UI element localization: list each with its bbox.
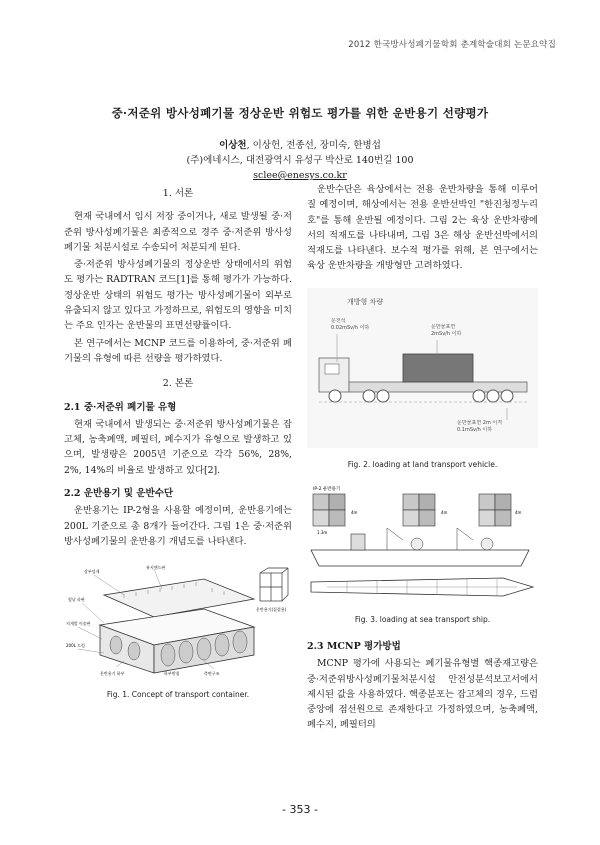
author-names	[0, 138, 600, 153]
mcnp-method-paragraph: MCNP 평가에 사용되는 폐기물유형별 핵종재고량은 중·저준위방사성폐기물처분시설 안전성분석보고서에서 제시된 값을 사용하였다. 핵종분포는 잡고체의 경우, 드럼 중앙에 점선원으로 존재한다고 가정하였으며, 농축폐액, 폐수지, 폐필터의	[307, 658, 538, 731]
container-paragraph: 운반용기는 IP-2형을 사용할 예정이며, 운반용기에는 200L 기준으로 총 8개가 들어간다. 그림 1은 중·저준위 방사성폐기물의 운반용기 개념도를 나타낸다.	[64, 505, 292, 547]
figure-1	[64, 565, 292, 702]
lead-author: 이상천	[219, 140, 247, 151]
label-cargo-surface-text: 운반물표면 2mSv/h 이하	[431, 323, 462, 337]
subsection-2-1-heading: 2.1 중·저준위 폐기물 유형	[64, 401, 177, 413]
inset-cube	[260, 568, 288, 601]
cargo-container	[403, 354, 473, 382]
waste-type-paragraph: 현재 국내에서 발생되는 중·저준위 방사성폐기물은 잡고체, 농축폐액, 폐필터, 폐수지가 유형으로 발생하고 있으며, 발생량은 2005년 기준으로 각각 56%, 28%, 2%, 14%의 비율로 발생하고 있다[2].	[64, 418, 292, 476]
label-top-plate: 유지앤드판	[146, 565, 166, 571]
sea-ship-diagram	[307, 484, 538, 602]
author-email[interactable]: sclee@enesys.co.kr	[253, 170, 347, 181]
co-authors: , 이상헌, 전종선, 장미숙, 한병섭	[246, 140, 381, 151]
affiliation: (주)에네시스, 대전광역시 유성구 박산로 140번길 100	[186, 155, 414, 166]
page-number: - 353 -	[282, 803, 318, 816]
label-side-plate: 옆날 파판	[68, 597, 85, 603]
container-lid-shape	[104, 579, 254, 617]
label-container: 운반용기 하부	[100, 671, 125, 677]
label-2m-distance-text: 운반물표면 2m 이격 0.1mSv/h 이하	[457, 419, 503, 433]
figure-3-caption: Fig. 3. loading at sea transport ship.	[354, 614, 491, 624]
ip2-label: IP-2 운반용기	[313, 487, 341, 493]
label-bottom: 하부받침	[164, 671, 180, 677]
ship-bridge	[351, 534, 365, 550]
author-block	[0, 138, 600, 183]
section-introduction-heading: 1. 서론	[162, 188, 194, 199]
intro-paragraph-1: 현재 국내에서 임시 저장 중이거나, 새로 발생될 중·저준위 방사성폐기물은 최종적으로 경주 중·저준위 방사성폐기물 처분시설로 수송되어 처분되게 된다.	[64, 211, 292, 253]
subsection-2-3-heading: 2.3 MCNP 평가방법	[307, 640, 401, 652]
figure-1-caption: Fig. 1. Concept of transport container.	[106, 689, 250, 699]
right-column	[307, 182, 538, 735]
figure-2-title: 개방형 차량	[347, 297, 384, 306]
dimension-label-1: 4m	[351, 510, 358, 516]
land-vehicle-diagram	[307, 288, 538, 448]
ship-hull-side	[311, 550, 529, 566]
label-driver-seat-text: 운전석 0.02mSv/h 이하	[331, 317, 370, 331]
label-side: 측면구조	[204, 671, 220, 677]
paper-title: 중·저준위 방사성폐기물 정상운반 위험도 평가를 위한 운반용기 선량평가	[111, 106, 489, 120]
truck-cab	[319, 358, 349, 392]
cab-window	[325, 364, 339, 374]
container-stacks	[313, 494, 511, 526]
transport-means-paragraph: 운반수단은 육상에서는 전용 운반차량을 통해 이루어질 예정이며, 해상에서는 전용 운반선박인 "한진청정누리호"를 통해 운반될 예정이다. 그림 2는 육상 운반차량에서의 적재도를 나타내며, 그림 3은 해상 운반선박에서의 적재도를 나타낸다. 보수적 평가를 위해, 본 연구에서는 육상 운반차량을 개방형만 고려하였다.	[307, 184, 538, 272]
subsection-2-2-heading: 2.2 운반용기 및 운반수단	[64, 488, 174, 500]
label-bottom-frame: 지게발 이송판	[66, 621, 91, 627]
running-header: 2012 한국방사성폐기물학회 춘계학술대회 논문요약집	[348, 40, 556, 50]
intro-paragraph-2: 중·저준위 방사성폐기물의 정상운반 상태에서의 위험도 평가는 RADTRAN 코드[1]를 통해 평가가 가능하다. 정상운반 상태의 위험도 평가는 방사성폐기물이 외부로 유출되지 않고 있다고 가정하므로, 위험도의 영향을 미치는 주요 인자는 운반물의 표면선량률이다.	[64, 259, 292, 332]
label-right: 운반용기(집결용)	[256, 607, 287, 613]
transport-container-diagram	[64, 565, 292, 677]
left-column	[64, 182, 292, 702]
dimension-label-3: 4m	[515, 510, 522, 516]
section-body-heading: 2. 본론	[162, 378, 194, 390]
truck-bed	[349, 382, 527, 392]
figure-2	[307, 288, 538, 473]
figure-2-caption: Fig. 2. loading at land transport vehicle.	[347, 460, 498, 470]
label-top-cover: 상부덮개	[84, 569, 100, 575]
dimension-label-4: 1.3m	[317, 530, 328, 536]
label-drum: 200L 드럼	[66, 643, 85, 649]
ship-cranes	[387, 528, 493, 550]
figure-3	[307, 484, 538, 627]
intro-paragraph-3: 본 연구에서는 MCNP 코드를 이용하여, 중·저준위 폐기물의 유형에 따른 선량을 평가하였다.	[64, 337, 292, 364]
dimension-label-2: 4m	[441, 510, 448, 516]
